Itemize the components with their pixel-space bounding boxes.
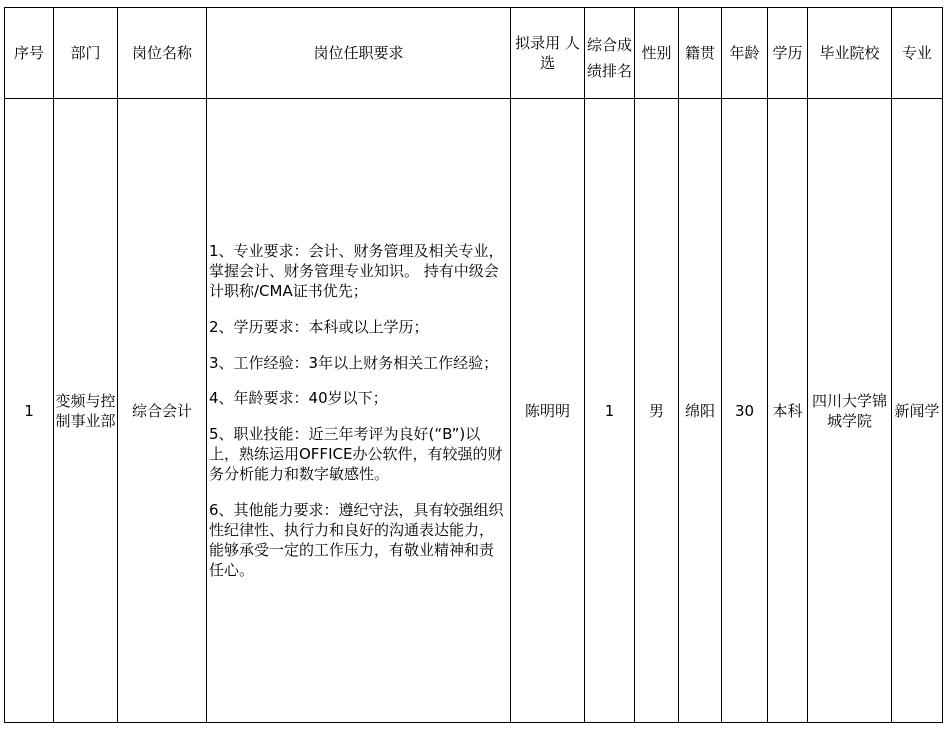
header-major: 专业 bbox=[892, 8, 943, 99]
cell-major: 新闻学 bbox=[892, 99, 943, 723]
cell-education: 本科 bbox=[768, 99, 808, 723]
header-gender: 性别 bbox=[635, 8, 679, 99]
header-age: 年龄 bbox=[722, 8, 768, 99]
table-row bbox=[5, 99, 943, 723]
header-department: 部门 bbox=[54, 8, 118, 99]
cell-index: 1 bbox=[5, 99, 54, 723]
cell-school: 四川大学锦城学院 bbox=[808, 99, 892, 723]
header-row bbox=[5, 8, 943, 99]
cell-requirements bbox=[207, 99, 511, 723]
recruitment-table bbox=[4, 7, 943, 723]
header-education: 学历 bbox=[768, 8, 808, 99]
header-rank: 综合成绩排名 bbox=[585, 8, 635, 99]
cell-department: 变频与控制事业部 bbox=[54, 99, 118, 723]
cell-rank: 1 bbox=[585, 99, 635, 723]
header-school: 毕业院校 bbox=[808, 8, 892, 99]
requirement-item: 4、年龄要求：40岁以下； bbox=[209, 389, 388, 408]
cell-age: 30 bbox=[722, 99, 768, 723]
header-index: 序号 bbox=[5, 8, 54, 99]
requirement-item: 2、学历要求：本科或以上学历； bbox=[209, 317, 429, 336]
requirement-item: 3、工作经验：3年以上财务相关工作经验； bbox=[209, 353, 499, 372]
cell-origin: 绵阳 bbox=[679, 99, 722, 723]
cell-position: 综合会计 bbox=[118, 99, 207, 723]
header-position: 岗位名称 bbox=[118, 8, 207, 99]
requirement-item: 1、专业要求：会计、财务管理及相关专业，掌握会计、财务管理专业知识。 持有中级会计职称/CMA证书优先； bbox=[209, 242, 504, 301]
requirement-item: 5、职业技能：近三年考评为良好(“B”)以上，熟练运用OFFICE办公软件，有较强的财务分析能力和数字敏感性。 bbox=[209, 425, 503, 484]
header-origin: 籍贯 bbox=[679, 8, 722, 99]
cell-candidate: 陈明明 bbox=[511, 99, 585, 723]
requirement-item: 6、其他能力要求：遵纪守法，具有较强组织性纪律性、执行力和良好的沟通表达能力，能够承受一定的工作压力，有敬业精神和责任心。 bbox=[209, 500, 504, 579]
header-candidate: 拟录用 人选 bbox=[511, 8, 585, 99]
header-requirements: 岗位任职要求 bbox=[207, 8, 511, 99]
cell-gender: 男 bbox=[635, 99, 679, 723]
